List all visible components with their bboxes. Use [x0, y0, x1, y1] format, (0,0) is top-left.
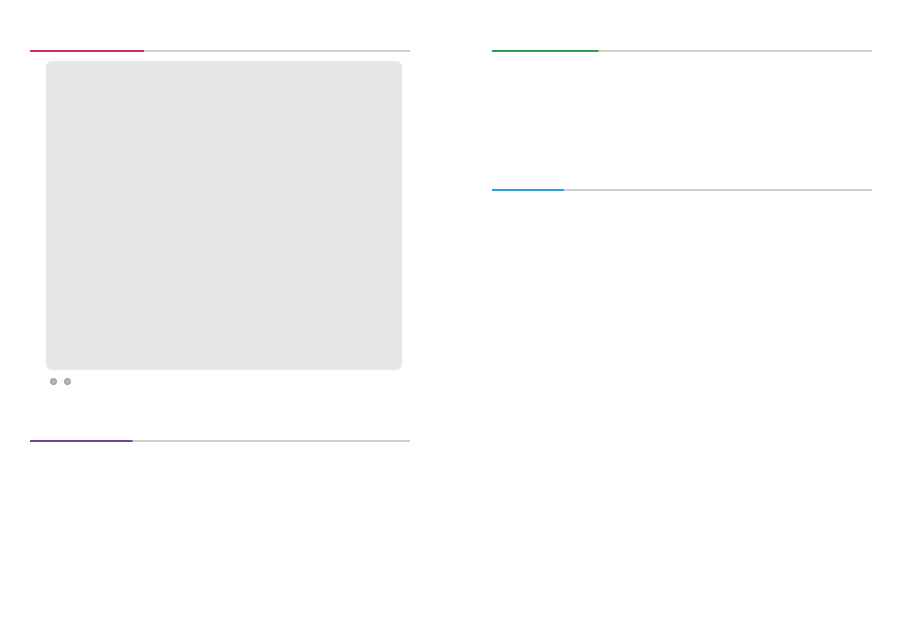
schedule-section-title: [30, 417, 33, 436]
sermon-title-underline: [492, 189, 872, 191]
meditation-title-underline: [492, 50, 872, 52]
meditation-section-title: [492, 28, 495, 47]
circle-mark-icon: [64, 378, 71, 385]
order-of-worship-table: [46, 61, 402, 370]
sermon-section-title: [492, 167, 495, 186]
circle-mark-icon: [50, 378, 57, 385]
order-note: [50, 378, 74, 387]
order-title-underline: [30, 50, 410, 52]
order-section-title: [30, 28, 33, 47]
schedule-title-underline: [30, 440, 410, 442]
